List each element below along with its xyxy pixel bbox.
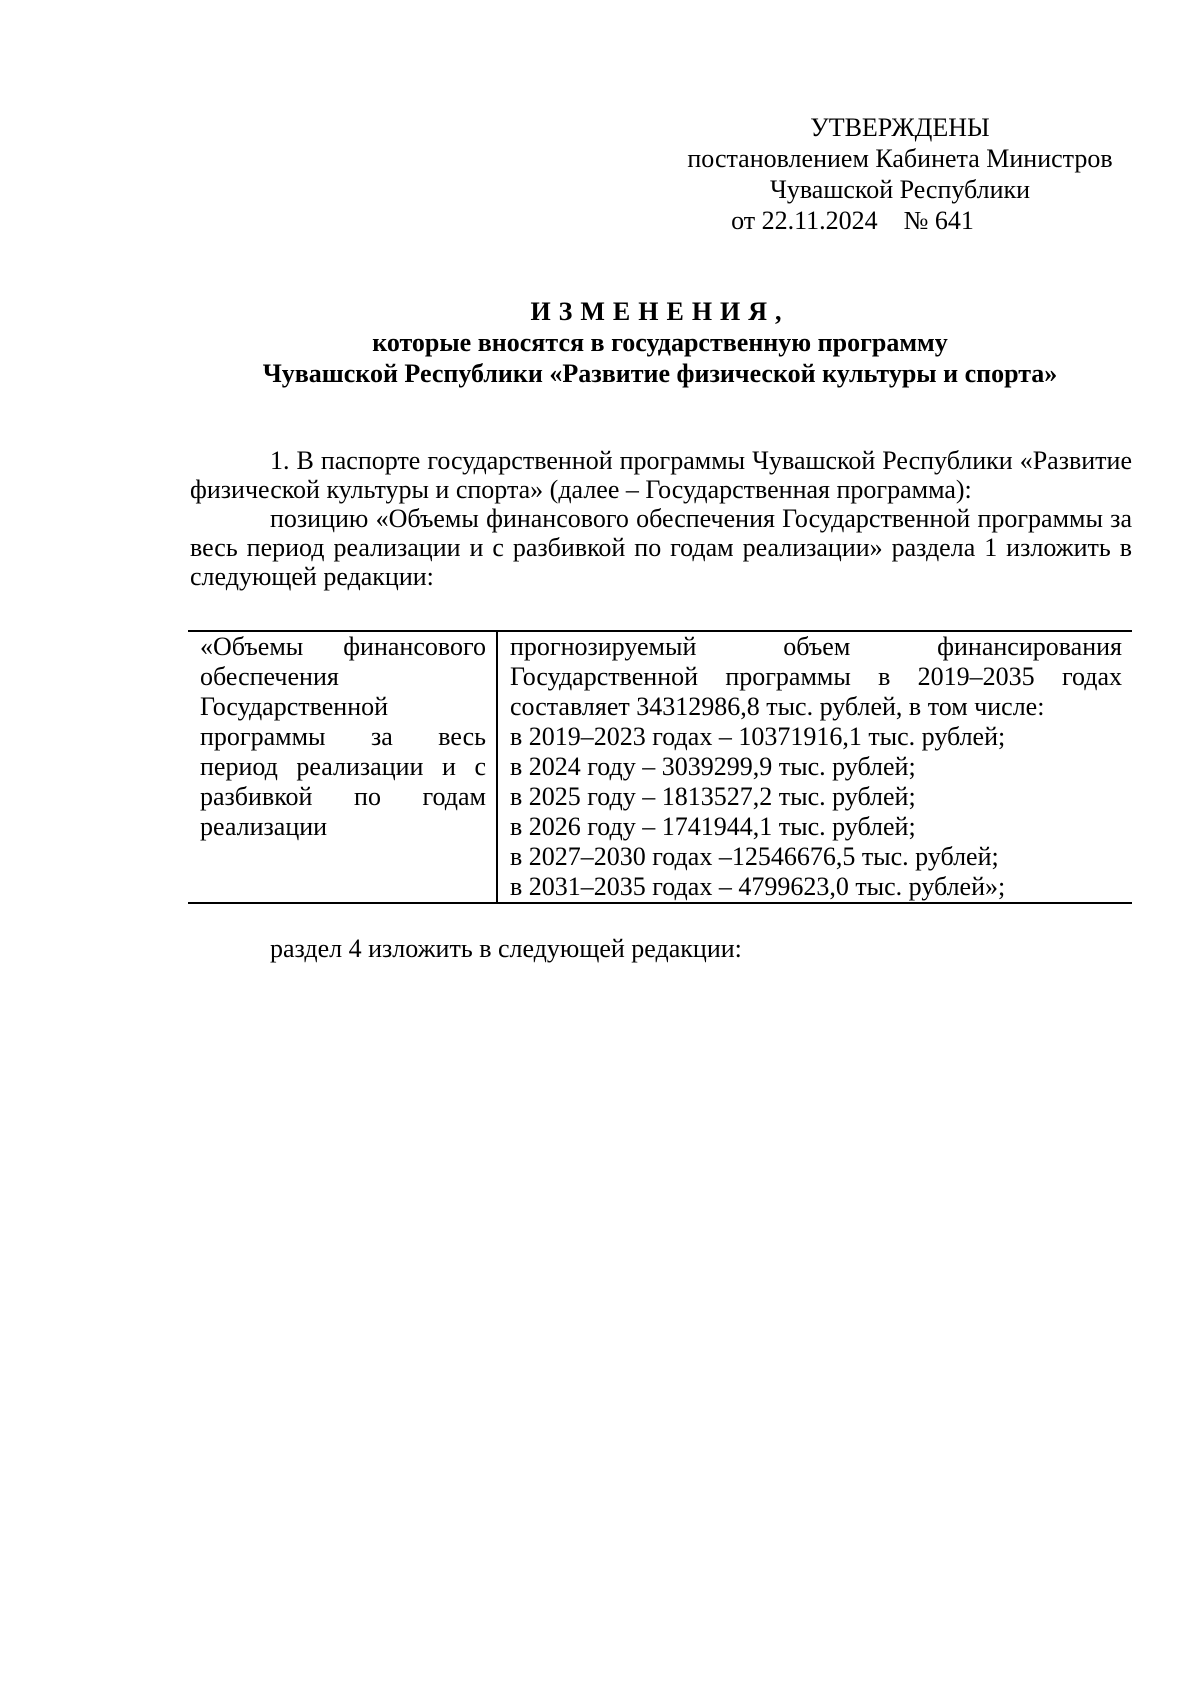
approval-authority: постановлением Кабинета Министров [687,144,1113,173]
finance-row: в 2024 году – 3039299,9 тыс. рублей; [510,752,916,781]
approval-date-number: от 22.11.2024 № 641 [731,206,974,235]
finance-row: в 2027–2030 годах –12546676,5 тыс. рублей; [510,842,999,871]
finance-row: в 2026 году – 1741944,1 тыс. рублей; [510,812,916,841]
paragraph-2: позицию «Объемы финансового обеспечения Государственной программы за весь период реализации и с разбивкой по годам реализации» раздела 1 изложить в следующей редакции: [190,504,1132,591]
intro-text [190,446,1132,591]
approval-title: УТВЕРЖДЕНЫ [810,113,990,142]
document-subtitle-line1: которые вносятся в государственную программу [372,328,948,357]
finance-row: в 2031–2035 годах – 4799623,0 тыс. рублей»; [510,872,1006,901]
document-heading [190,296,1130,389]
finance-table [188,630,1132,904]
paragraph-1: 1. В паспорте государственной программы Чувашской Республики «Развитие физической культуры и спорта» (далее – Государственная программа): [190,446,1132,504]
finance-total-text: прогнозируемый объем финансирования Государственной программы в 2019–2035 годах составляет 34312986,8 тыс. рублей, в том числе: [510,632,1122,721]
finance-table-label-cell: «Объемы финансового обеспечения Государственной программы за весь период реализации и с разбивкой по годам реализации [188,632,498,902]
finance-row: в 2019–2023 годах – 10371916,1 тыс. рублей; [510,722,1006,751]
approval-republic: Чувашской Республики [769,175,1031,204]
document-subtitle-line2: Чувашской Республики «Развитие физической культуры и спорта» [262,359,1058,388]
finance-table-value-cell [498,632,1132,902]
finance-row: в 2025 году – 1813527,2 тыс. рублей; [510,782,916,811]
approval-stamp [660,112,1140,236]
paragraph-section4: раздел 4 изложить в следующей редакции: [270,934,742,963]
section4-text [190,934,1132,963]
document-title: ИЗМЕНЕНИЯ, [530,297,790,326]
